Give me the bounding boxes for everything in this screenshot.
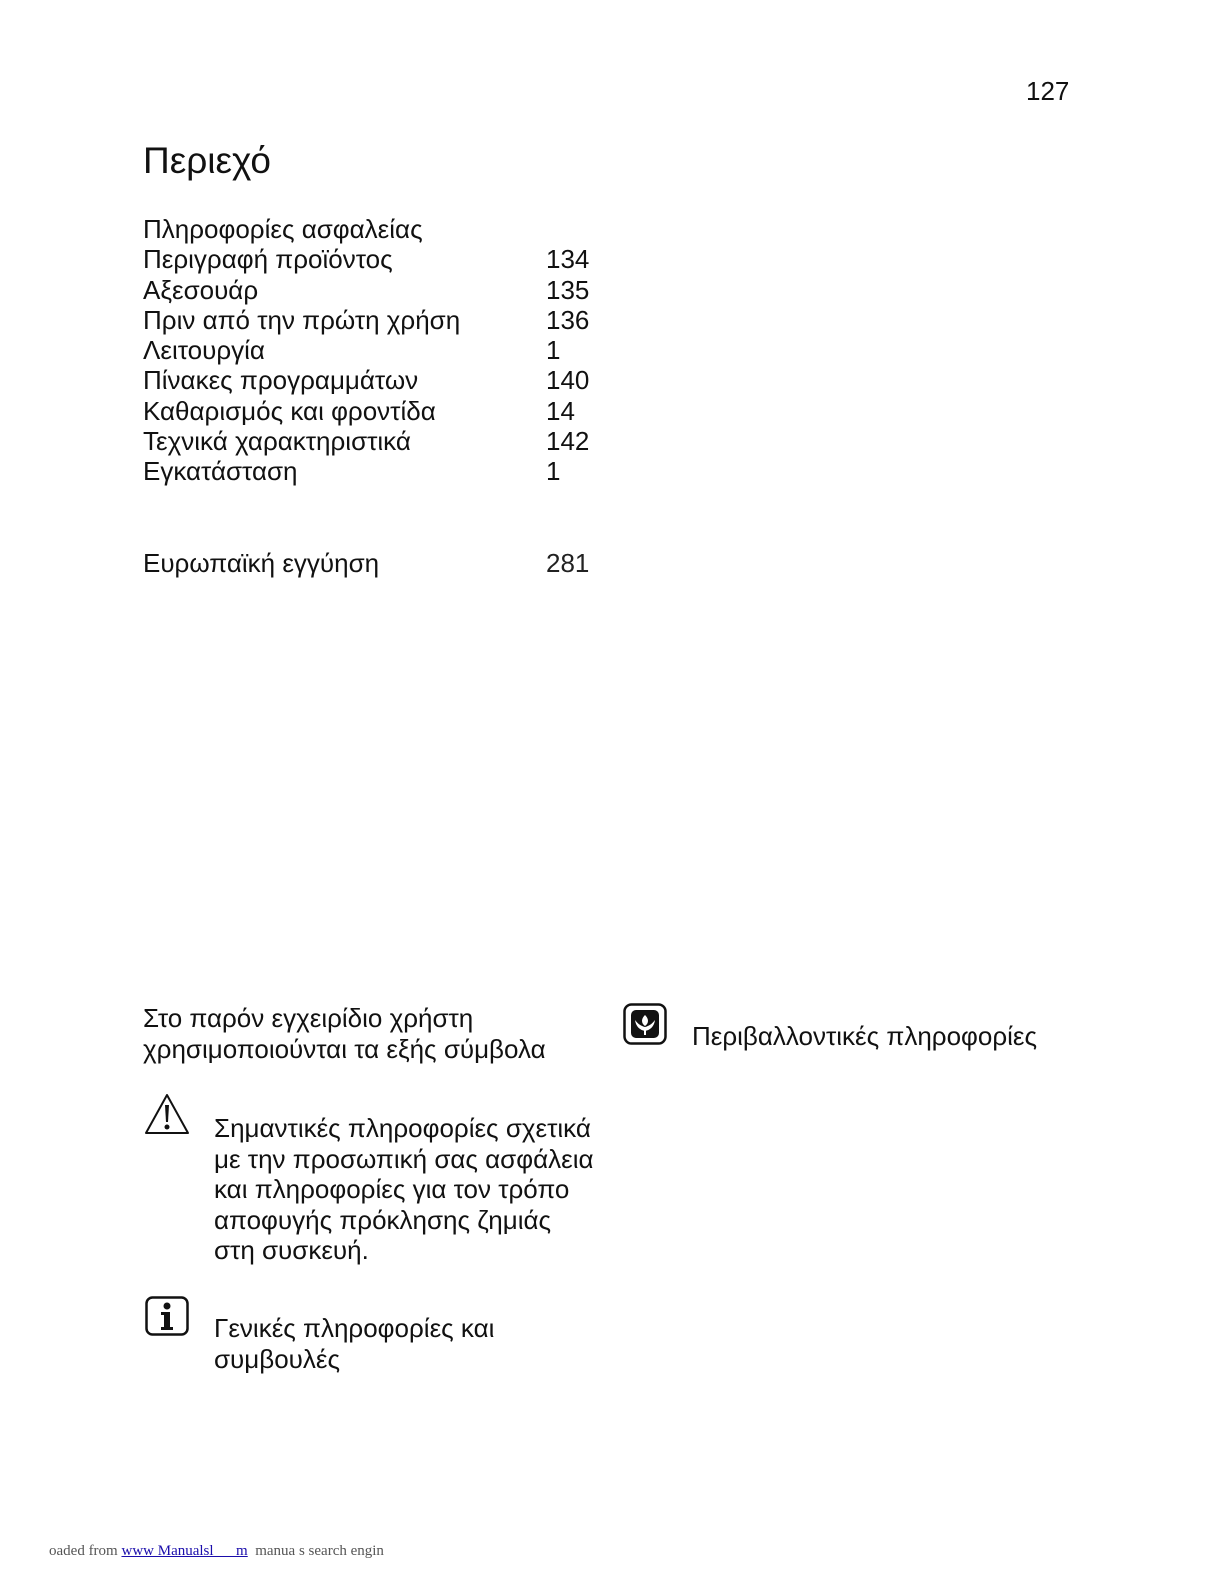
toc-label: Καθαρισμός και φροντίδα (143, 395, 436, 426)
footer-link[interactable]: www Manualsl m (121, 1543, 248, 1559)
page-title: Περιεχό (143, 140, 271, 181)
toc-row (143, 365, 603, 395)
toc-page: 136 (546, 304, 590, 335)
toc-label: Πληροφορίες ασφαλείας (143, 214, 423, 244)
toc-row (143, 244, 603, 274)
page-number: 127 (1026, 76, 1070, 106)
toc-label: Εγκατάσταση (143, 456, 298, 487)
warning-icon (144, 1093, 190, 1135)
guarantee-label: Ευρωπαϊκή εγγύηση (143, 548, 380, 578)
environment-text: Περιβαλλοντικές πληροφορίες (692, 1021, 1038, 1051)
toc-label: Τεχνικά χαρακτηριστικά (143, 426, 411, 457)
toc-row (143, 426, 603, 456)
toc-label: Πίνακες προγραμμάτων (143, 365, 419, 396)
toc-label: Περιγραφή προϊόντος (143, 244, 393, 275)
toc-label: Πριν από την πρώτη χρήση (143, 304, 461, 335)
warning-text: Σημαντικές πληροφορίες σχετικά με την προσωπική σας ασφάλεια και πληροφορίες για τον τρόπο αποφυγής πρόκλησης ζημιάς στη συσκευή. (214, 1113, 594, 1265)
info-text: Γενικές πληροφορίες και συμβουλές (214, 1313, 495, 1374)
info-icon (145, 1296, 189, 1336)
toc-page: 134 (546, 244, 590, 275)
toc-row (143, 396, 603, 426)
toc-label: Λειτουργία (143, 335, 265, 366)
toc-page: 142 (546, 426, 590, 457)
toc-page: 14 (546, 395, 575, 426)
toc-row (143, 335, 603, 365)
toc-row (143, 275, 603, 305)
toc-page: 135 (546, 274, 590, 305)
toc-page: 1 (546, 335, 561, 366)
guarantee-page: 281 (546, 548, 590, 578)
environment-icon (623, 1003, 667, 1045)
symbols-intro: Στο παρόν εγχειρίδιο χρήστη χρησιμοποιούνται τα εξής σύμβολα (143, 1003, 546, 1064)
toc-row (143, 456, 603, 486)
footer-suffix: manua s search engin (247, 1543, 384, 1559)
toc-row (143, 214, 603, 244)
toc-page: 1 (546, 456, 561, 487)
toc-page: 140 (546, 365, 590, 396)
guarantee-row (143, 548, 603, 580)
toc-label: Αξεσουάρ (143, 274, 259, 305)
footer (49, 1543, 384, 1560)
footer-prefix: oaded from (49, 1543, 122, 1559)
toc-row (143, 305, 603, 335)
table-of-contents (143, 214, 603, 487)
